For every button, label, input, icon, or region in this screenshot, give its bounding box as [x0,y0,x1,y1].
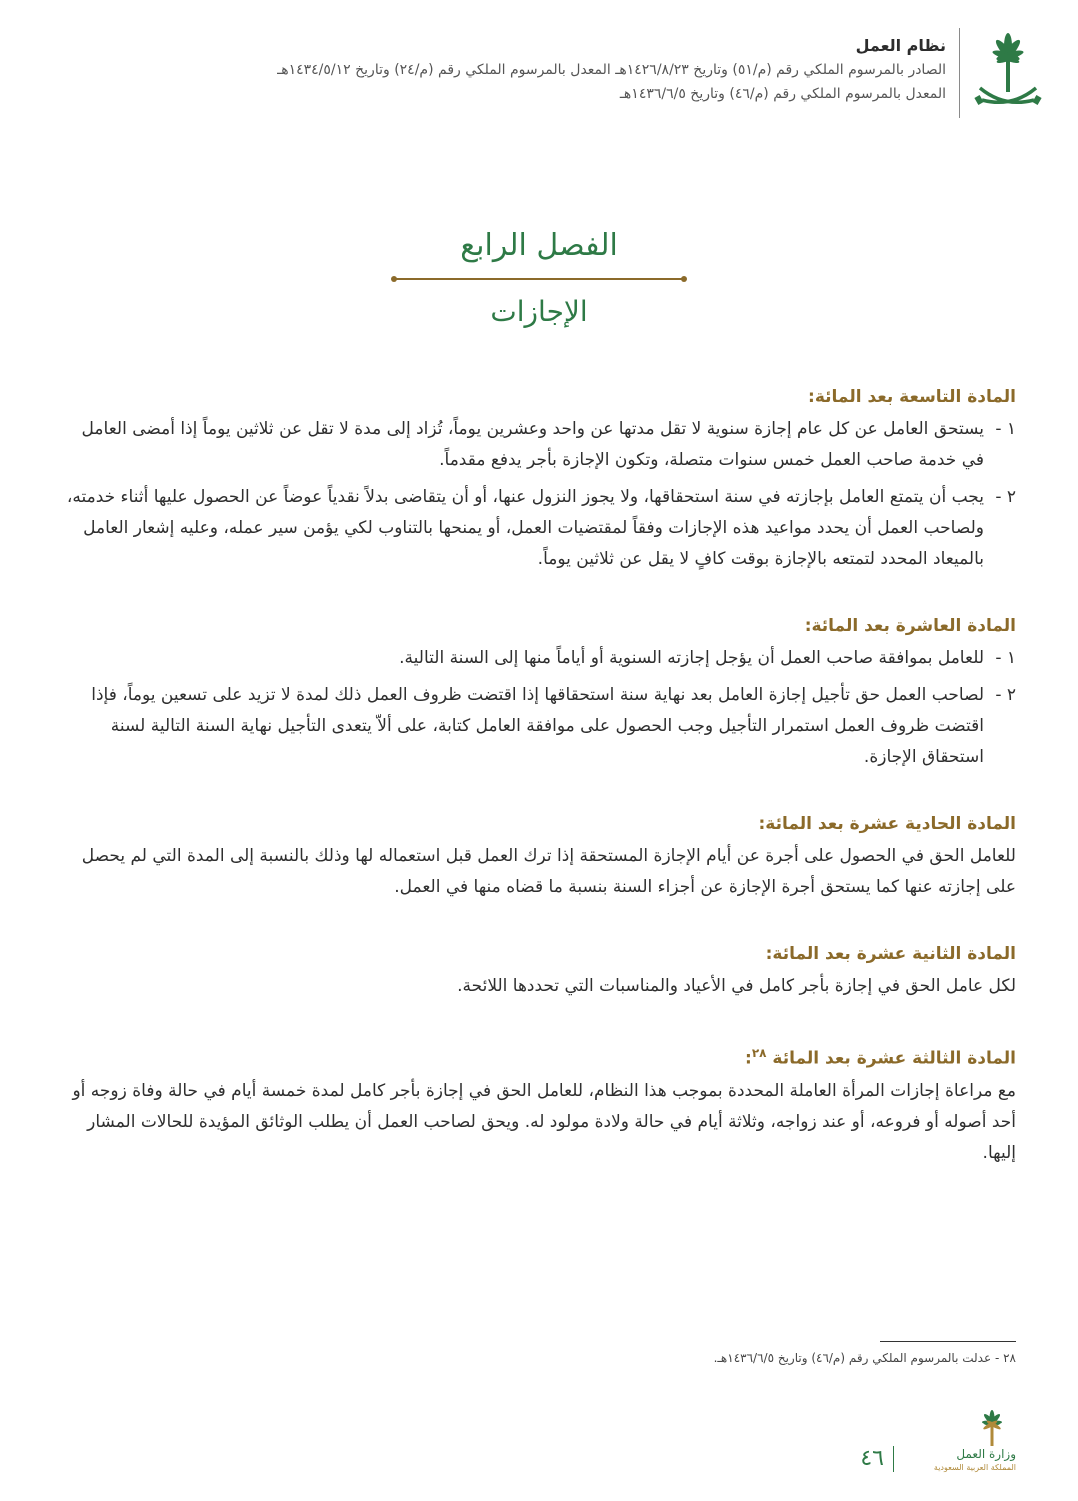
chapter-title: الفصل الرابع [460,228,618,263]
clause-number: ١ - [995,648,1016,668]
header-text [66,34,946,106]
clause-text: يستحق العامل عن كل عام إجازة سنوية لا تقل مدتها عن واحد وعشرين يوماً، تُزاد إلى مدة لا تقل عن ثلاثين يوماً إذا أمضى العامل في خدمة صاحب العمل خمس سنوات متصلة، وتكون الإجازة بأجر يدفع مقدماً. [81,419,984,470]
article-110 [58,611,1016,773]
chapter-heading [0,226,1078,332]
article-heading [58,1038,1016,1074]
ministry-logo [906,1446,1016,1474]
article-111 [58,809,1016,903]
ministry-palm-icon [972,1410,1012,1446]
document-title: نظام العمل [855,36,946,55]
article-heading: المادة الثانية عشرة بعد المائة: [765,944,1016,964]
article-heading-text: المادة الثالثة عشرة بعد المائة [772,1048,1016,1069]
article-heading: المادة العاشرة بعد المائة: [804,616,1016,636]
article-clause [58,643,1016,674]
articles-section [58,382,1016,1205]
article-clause [58,680,1016,773]
header-decree-line-1: الصادر بالمرسوم الملكي رقم (م/٥١) وتاريخ ١٤٢٦/٨/٢٣هـ المعدل بالمرسوم الملكي رقم (م/٢٤) وتاريخ ١٤٣٤/٥/١٢هـ [277,62,946,78]
footnote-reference[interactable]: ٢٨ [751,1046,767,1060]
article-heading: المادة الحادية عشرة بعد المائة: [758,814,1016,834]
footer-divider [893,1446,894,1472]
article-body: للعامل الحق في الحصول على أجرة عن أيام الإجازة المستحقة إذا ترك العمل قبل استعماله لها وذلك بالنسبة إلى المدة التي لم يحصل على إجازته عنها كما يستحق أجرة الإجازة عن أجزاء السنة بنسبة ما قضاه منها في العمل. [81,846,1016,897]
document-header [42,28,1042,123]
ornamental-divider [391,274,687,284]
page-number: ٤٦ [860,1446,884,1471]
clause-text: للعامل بموافقة صاحب العمل أن يؤجل إجازته السنوية أو أياماً منها إلى السنة التالية. [399,648,984,668]
article-body: لكل عامل الحق في إجازة بأجر كامل في الأعياد والمناسبات التي تحددها اللائحة. [457,976,1016,996]
footnote-rule [880,1341,1016,1342]
article-clause [58,414,1016,476]
heading-colon: : [745,1048,752,1069]
article-body: مع مراعاة إجازات المرأة العاملة المحددة بموجب هذا النظام، للعامل الحق في إجازة بأجر كامل لمدة خمسة أيام في حالة وفاة زوجه أو أحد أصوله أو فروعه، أو عند زواجه، وثلاثة أيام في حالة ولادة مولود له. ويحق لصاحب العمل أن يطلب الوثائق المؤيدة للحالات المشار إليها. [72,1080,1016,1163]
page-footer [756,1410,1016,1480]
article-clause [58,482,1016,575]
clause-number: ٢ - [995,487,1016,507]
clause-text: يجب أن يتمتع العامل بإجازته في سنة استحقاقها، ولا يجوز النزول عنها، أو أن يتقاضى بدلاً نقدياً عوضاً عن الحصول عليها أثناء خدمته، ولصاحب العمل أن يحدد مواعيد هذه الإجازات وفقاً لمقتضيات العمل، أو يمنحها بالتناوب لكي يؤمن سير عمله، وعليه إشعار العامل بالميعاد المحدد لتمتعه بالإجازة بوقت كافٍ لا يقل عن ثلاثين يوماً. [66,487,984,569]
article-112 [58,939,1016,1002]
clause-text: لصاحب العمل حق تأجيل إجازة العامل بعد نهاية سنة استحقاقها إذا اقتضت ظروف العمل ذلك لمدة لا تزيد على تسعين يوماً، فإذا اقتضت ظروف العمل استمرار التأجيل وجب الحصول على موافقة العامل كتابة، على ألاّ يتعدى التأجيل نهاية السنة التالية لسنة استحقاق الإجازة. [91,685,984,767]
header-divider [959,28,960,118]
footnote: ٢٨ - عدلت بالمرسوم الملكي رقم (م/٤٦) وتاريخ ١٤٣٦/٦/٥هـ. [713,1351,1016,1365]
chapter-subtitle: الإجازات [490,295,588,328]
ministry-subtitle: المملكة العربية السعودية [933,1463,1016,1472]
saudi-emblem-icon [974,32,1042,114]
article-109 [58,382,1016,575]
header-decree-line-2: المعدل بالمرسوم الملكي رقم (م/٤٦) وتاريخ ١٤٣٦/٦/٥هـ [619,86,946,102]
divider-bar [396,278,682,280]
clause-number: ١ - [995,419,1016,439]
divider-dot [681,276,687,282]
clause-number: ٢ - [995,685,1016,705]
article-heading: المادة التاسعة بعد المائة: [808,387,1016,407]
article-113 [58,1038,1016,1169]
ministry-name: وزارة العمل [956,1447,1016,1461]
